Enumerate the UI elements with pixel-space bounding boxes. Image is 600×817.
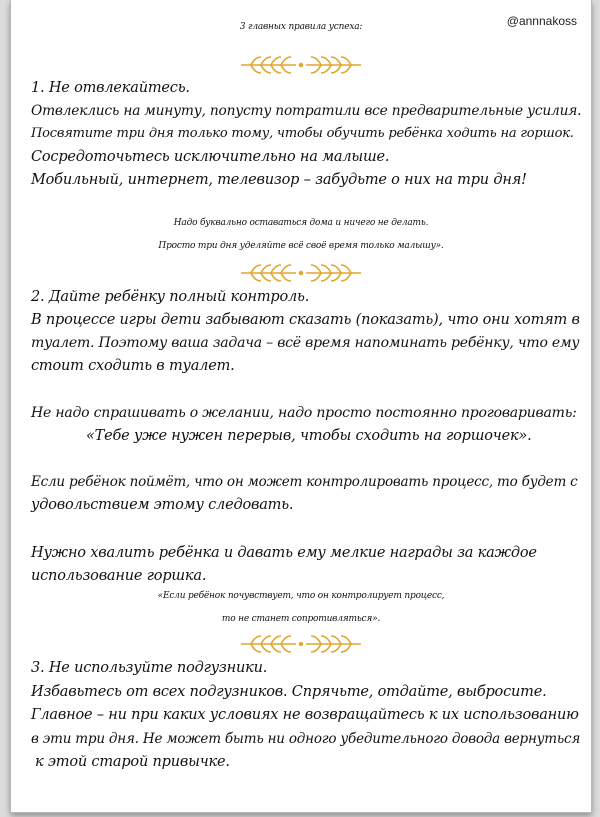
laurel-divider-icon <box>236 634 366 654</box>
rule-3-heading: 3. Не используйте подгузники. <box>31 660 268 676</box>
rule-1-heading: 1. Не отвлекайтесь. <box>31 80 190 96</box>
rule-3-line: к этой старой привычке. <box>35 754 230 770</box>
rule-3-line: Избавьтесь от всех подгузников. Спрячьте, отдайте, выбросите. <box>31 684 547 700</box>
rule-2-line: туалет. Поэтому ваша задача – всё время напоминать ребёнку, что ему <box>31 335 580 351</box>
document-page <box>10 0 592 813</box>
rule-2-ask-quote: «Тебе уже нужен перерыв, чтобы сходить на горшочек». <box>86 428 532 444</box>
rule-1-line: Сосредоточьтесь исключительно на малыше. <box>31 149 390 165</box>
rule-1-line: Посвятите три дня только тому, чтобы обучить ребёнка ходить на горшок. <box>31 126 574 141</box>
rule-3-line: Главное – ни при каких условиях не возвращайтесь к их использованию <box>31 707 579 723</box>
rule-2-praise: использование горшка. <box>31 568 207 584</box>
rule-2-control: Если ребёнок поймёт, что он может контролировать процесс, то будет с <box>31 474 578 490</box>
laurel-divider-icon <box>236 263 366 283</box>
rule-1-line: Отвлеклись на минуту, попусту потратили все предварительные усилия. <box>31 103 582 119</box>
rule-1-quote: Просто три дня уделяйте всё своё время только малышу». <box>158 241 444 251</box>
rule-2-praise-quote: «Если ребёнок почувствует, что он контролирует процесс, <box>157 591 445 601</box>
rule-1-quote: Надо буквально оставаться дома и ничего не делать. <box>173 218 429 228</box>
rule-2-line: В процессе игры дети забывают сказать (показать), что они хотят в <box>31 312 580 328</box>
rule-3-line: в эти три дня. Не может быть ни одного убедительного довода вернуться <box>31 731 581 747</box>
rule-2-ask: Не надо спрашивать о желании, надо просто постоянно проговаривать: <box>31 405 577 421</box>
page-title: 3 главных правила успеха: <box>239 22 363 32</box>
rule-2-praise-quote: то не станет сопротивляться». <box>221 614 381 624</box>
laurel-divider-icon <box>236 55 366 75</box>
rule-2-line: стоит сходить в туалет. <box>31 358 235 374</box>
rule-2-heading: 2. Дайте ребёнку полный контроль. <box>31 289 310 305</box>
author-handle: @annnakoss <box>506 14 577 28</box>
rule-1-line: Мобильный, интернет, телевизор – забудьте о них на три дня! <box>31 172 527 188</box>
rule-2-control: удовольствием этому следовать. <box>31 497 294 513</box>
rule-2-praise: Нужно хвалить ребёнка и давать ему мелкие награды за каждое <box>31 545 537 561</box>
